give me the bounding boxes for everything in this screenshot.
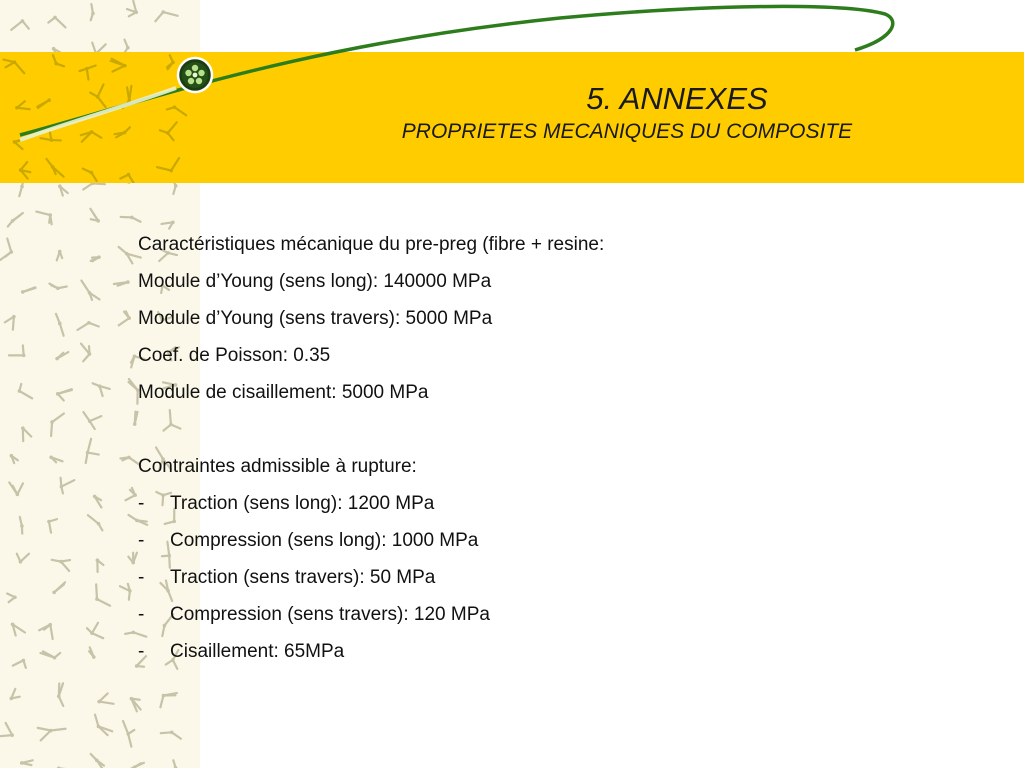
- pattern-glyph: [39, 623, 52, 639]
- pattern-glyph: [86, 439, 99, 463]
- pattern-glyph: [60, 478, 75, 494]
- pattern-glyph: [50, 413, 64, 436]
- property-line: Module d’Young (sens travers): 5000 MPa: [138, 308, 493, 329]
- pattern-glyph: [81, 281, 99, 300]
- pattern-glyph: [77, 321, 98, 330]
- pattern-glyph: [7, 593, 17, 602]
- bullet-marker: -: [138, 567, 145, 588]
- pattern-glyph: [0, 723, 14, 737]
- bullet-marker: -: [138, 493, 145, 514]
- pattern-glyph: [161, 731, 181, 739]
- pattern-glyph: [56, 389, 72, 400]
- bullet-marker: -: [138, 604, 145, 625]
- pattern-glyph: [91, 255, 101, 261]
- pattern-glyph: [0, 239, 13, 260]
- pattern-glyph: [5, 315, 16, 330]
- pattern-glyph: [20, 517, 24, 534]
- pattern-glyph: [36, 212, 52, 225]
- pattern-glyph: [93, 495, 102, 508]
- slide-subtitle: PROPRIETES MECANIQUES DU COMPOSITE: [401, 120, 853, 143]
- stress-bullet-item: [138, 526, 898, 563]
- pattern-glyph: [126, 488, 137, 500]
- pattern-glyph: [56, 314, 64, 336]
- pattern-glyph: [95, 715, 112, 735]
- stress-bullet-item: [138, 637, 898, 674]
- stress-bullet-item: [138, 563, 898, 600]
- bullet-marker: -: [138, 530, 145, 551]
- pattern-glyph: [47, 519, 57, 533]
- title-block: [200, 80, 1024, 146]
- pattern-glyph: [52, 582, 65, 594]
- pattern-glyph: [93, 383, 110, 396]
- pattern-glyph: [95, 584, 110, 605]
- pattern-glyph: [40, 651, 60, 659]
- pattern-glyph: [21, 287, 36, 293]
- pattern-glyph: [160, 693, 177, 707]
- pattern-glyph: [55, 352, 68, 360]
- property-line: Module d’Young (sens long): 140000 MPa: [138, 271, 492, 292]
- stress-value: Traction (sens travers): 50 MPa: [170, 567, 436, 588]
- pattern-glyph: [9, 689, 19, 700]
- pattern-glyph: [57, 250, 62, 261]
- slide-content: [138, 230, 898, 674]
- pattern-glyph: [21, 426, 31, 441]
- pattern-glyph: [83, 412, 101, 429]
- pattern-glyph: [120, 584, 132, 600]
- pattern-glyph: [18, 384, 33, 398]
- pattern-glyph: [123, 721, 134, 747]
- pattern-glyph: [38, 728, 66, 741]
- pattern-glyph: [89, 647, 96, 659]
- stress-bullet-item: [138, 600, 898, 637]
- pattern-glyph: [9, 345, 26, 357]
- pattern-glyph: [49, 284, 66, 290]
- pattern-glyph: [81, 344, 91, 362]
- stress-value: Compression (sens travers): 120 MPa: [170, 604, 490, 625]
- stress-value: Cisaillement: 65MPa: [170, 641, 345, 662]
- stress-value: Compression (sens long): 1000 MPa: [170, 530, 479, 551]
- spacer: [138, 415, 898, 452]
- pattern-glyph: [91, 754, 105, 768]
- bullet-marker: -: [138, 641, 145, 662]
- pattern-glyph: [133, 412, 138, 426]
- pattern-glyph: [130, 697, 141, 712]
- pattern-glyph: [122, 763, 144, 768]
- property-line: Coef. de Poisson: 0.35: [138, 345, 331, 366]
- swoosh-highlight: [20, 88, 176, 140]
- pattern-glyph: [57, 683, 63, 706]
- pattern-glyph: [90, 209, 100, 223]
- property-line: Module de cisaillement: 5000 MPa: [138, 382, 429, 403]
- pattern-glyph: [9, 482, 23, 496]
- pattern-glyph: [121, 216, 141, 222]
- stress-value: Traction (sens long): 1200 MPa: [170, 493, 435, 514]
- pattern-glyph: [162, 221, 175, 229]
- stress-bullet-item: [138, 489, 898, 526]
- pattern-glyph: [128, 553, 137, 565]
- pattern-glyph: [49, 455, 62, 462]
- pattern-glyph: [13, 659, 26, 668]
- pattern-glyph: [20, 760, 33, 765]
- properties-heading: Caractéristiques mécanique du pre-preg (fibre + resine:: [138, 234, 605, 255]
- pattern-glyph: [173, 760, 179, 768]
- pattern-glyph: [87, 623, 103, 638]
- pattern-glyph: [8, 213, 23, 226]
- pattern-glyph: [119, 311, 131, 325]
- pattern-glyph: [88, 515, 102, 530]
- pattern-glyph: [97, 693, 113, 703]
- pattern-glyph: [52, 560, 70, 571]
- pattern-glyph: [96, 558, 104, 572]
- pattern-glyph: [11, 623, 25, 636]
- pattern-glyph: [10, 454, 18, 463]
- pattern-glyph: [17, 554, 29, 564]
- stress-heading: Contraintes admissible à rupture:: [138, 456, 417, 477]
- pattern-glyph: [114, 280, 130, 285]
- slide-title: 5. ANNEXES: [586, 81, 768, 116]
